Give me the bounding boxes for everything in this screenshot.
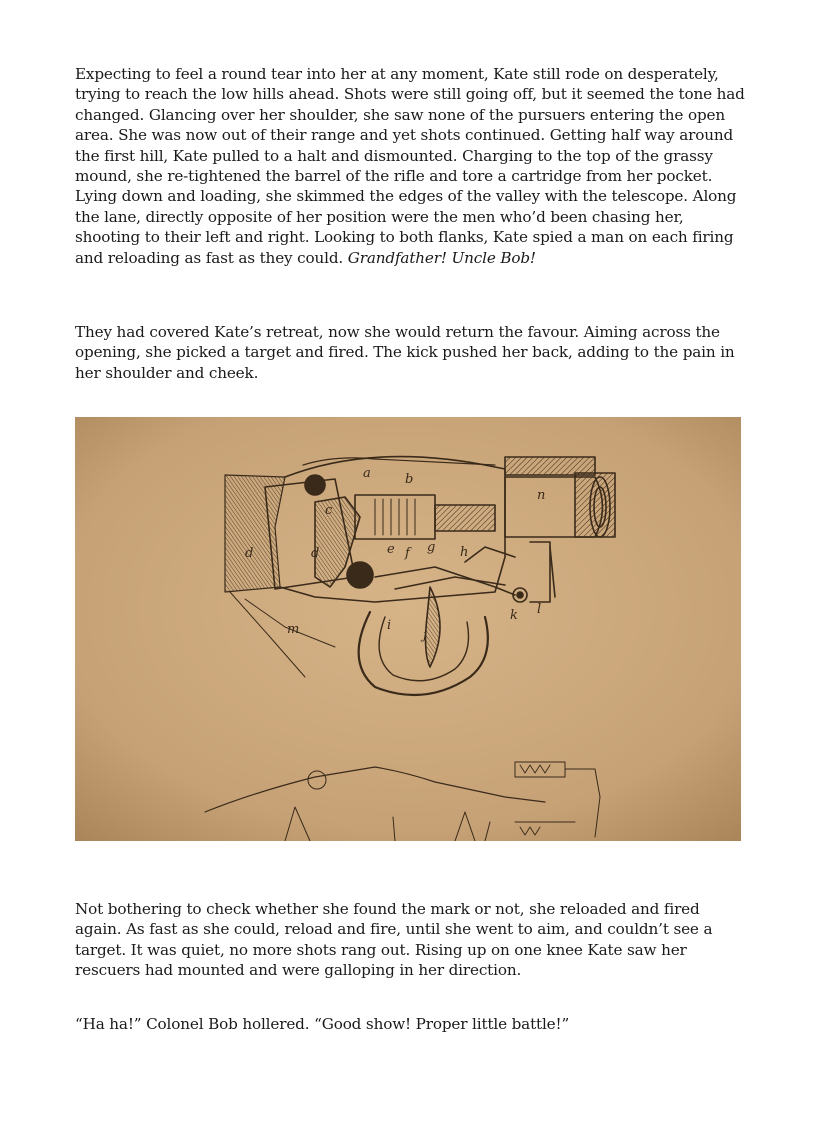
figure-label-b: b xyxy=(405,472,414,487)
figure-label-l: l xyxy=(537,602,542,617)
figure-label-g: g xyxy=(427,540,436,555)
figure-label-m: m xyxy=(287,622,300,637)
paragraph-1-italic: Grandfather! Uncle Bob! xyxy=(347,248,536,267)
rifle-mechanism-illustration xyxy=(75,417,741,841)
paragraph-4: “Ha ha!” Colonel Bob hollered. “Good show! Proper little battle!” xyxy=(75,1015,570,1033)
figure-label-c: c xyxy=(325,503,333,518)
figure-label-h: h xyxy=(460,545,469,560)
figure-label-k: k xyxy=(510,608,518,623)
paragraph-1 xyxy=(75,64,745,268)
paragraph-1-text: Expecting to feel a round tear into her at any moment, Kate still rode on desperately, trying to reach the low hills ahead. Shots were still going off, but it seemed the tone had changed. Glancing over her shoulder, she saw none of the pursuers entering the open area. She was now out of their range and yet shots continued. Getting half way around the first hill, Kate pulled to a halt and dismounted. Charging to the top of the grassy mound, she re-tightened the barrel of the rifle and tore a cartridge from her pocket. Lying down and loading, she skimmed the edges of the valley with the telescope. Along the lane, directly opposite of her position were the men who’d been chasing her, shooting to their left and right. Looking to both flanks, Kate spied a man on each firing and reloading as fast as they could. xyxy=(75,65,745,267)
figure-label-i: i xyxy=(387,618,392,633)
figure-label-a: a xyxy=(363,466,371,481)
figure-label-d1: d xyxy=(245,546,254,561)
figure-label-n: n xyxy=(537,488,546,503)
paragraph-2: They had covered Kate’s retreat, now she would return the favour. Aiming across the opening, she picked a target and fired. The kick pushed her back, adding to the pain in her shoulder and cheek. xyxy=(75,323,735,382)
paragraph-3: Not bothering to check whether she found the mark or not, she reloaded and fired again. As fast as she could, reload and fire, until she went to aim, and couldn’t see a target. It was quiet, no more shots rang out. Rising up on one knee Kate saw her rescuers had mounted and were galloping in her direction. xyxy=(75,900,713,980)
figure-label-j: j xyxy=(423,628,428,643)
figure-label-e: e xyxy=(387,542,395,557)
figure-label-f: f xyxy=(405,546,410,561)
figure-label-d2: d xyxy=(311,546,320,561)
